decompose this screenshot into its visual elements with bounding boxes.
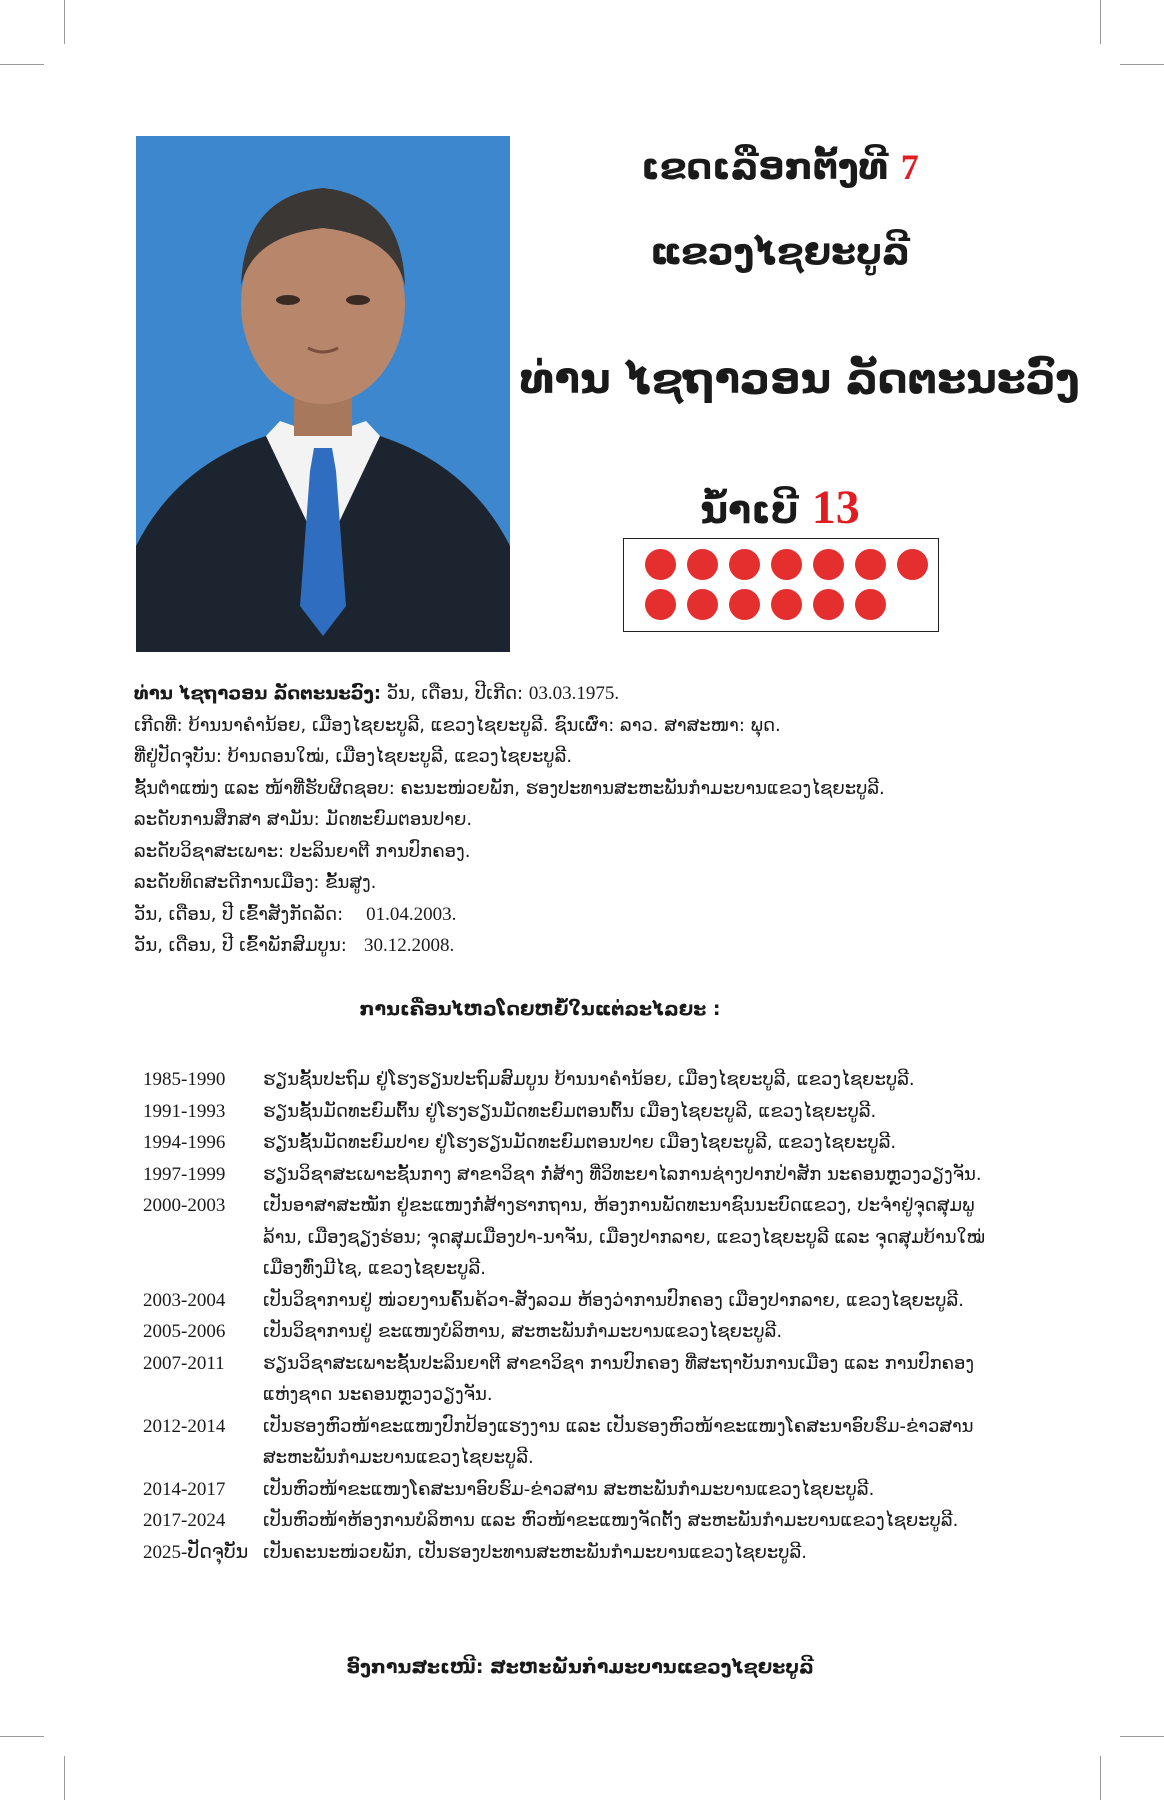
timeline-description-line: ເປັນຫົວໜ້າຫ້ອງການບໍລິຫານ ແລະ ຫົວໜ້າຂະແໜງຈັດຕັ້ງ ສະຫະພັນກຳມະບານແຂວງໄຊຍະບູລີ. <box>263 1510 959 1531</box>
timeline-description-line: ເປັນຄະນະໜ່ວຍພັກ, ເປັນຮອງປະທານສະຫະພັນກຳມະບານແຂວງໄຊຍະບູລີ. <box>263 1541 807 1563</box>
crop-mark <box>1100 0 1101 44</box>
timeline-row <box>143 1285 1033 1317</box>
timeline-description-line: ສະຫະພັນກຳມະບານແຂວງໄຊຍະບູລີ. <box>263 1447 534 1468</box>
info-name: ທ່ານ ໄຊຖາວອນ ລັດຕະນະວົງ: <box>134 683 382 704</box>
timeline-description-line: ຮຽນວິຊາສະເພາະຊັ້ນກາງ ສາຂາວິຊາ ກໍ່ສ້າງ ທີ່ວິທະຍາໄລການຊ່າງປາກປ່າສັກ ນະຄອນຫຼວງວຽງຈັນ. <box>263 1163 982 1185</box>
info-line-state-service <box>134 899 1074 931</box>
crop-mark <box>0 64 44 65</box>
nominating-organization: ອົງການສະເໜີ: ສະຫະພັນກຳມະບານແຂວງໄຊຍະບູລີ <box>346 1656 814 1678</box>
timeline-row <box>143 1537 1033 1569</box>
info-line-political-theory: ລະດັບທິດສະດີການເມືອງ: ຂັ້ນສູງ. <box>134 872 377 893</box>
district-heading <box>560 146 1000 188</box>
timeline-description-line: ລ້ານ, ເມືອງຊຽງຮ່ອນ; ຈຸດສຸມເມືອງປາ-ນາຈັນ, ເມືອງປາກລາຍ, ແຂວງໄຊຍະບູລີ ແລະ ຈຸດສຸມບ້ານໃໝ່ <box>263 1226 985 1248</box>
ballot-dot <box>855 549 886 580</box>
ballot-dot <box>771 549 802 580</box>
party-membership-label: ວັນ, ເດືອນ, ປີ ເຂົ້າພັກສົມບູນ: <box>134 935 347 956</box>
timeline-description-line: ຮຽນຊັ້ນປະຖົມ ຢູ່ໂຮງຮຽນປະຖົມສົມບູນ ບ້ານນາຄຳນ້ອຍ, ເມືອງໄຊຍະບູລີ, ແຂວງໄຊຍະບູລີ. <box>263 1069 915 1090</box>
timeline-row <box>143 1190 1033 1285</box>
timeline-row <box>143 1348 1033 1411</box>
timeline-years: 2007-2011 <box>143 1352 225 1374</box>
info-line-general-education: ລະດັບການສຶກສາ ສາມັນ: ມັດທະຍົມຕອນປາຍ. <box>134 809 473 830</box>
timeline-description <box>263 1127 1033 1159</box>
timeline-years: 2003-2004 <box>143 1289 226 1311</box>
ballot-dot <box>813 589 844 620</box>
timeline-description-line: ເປັນຮອງຫົວໜ້າຂະແໜງປົກປ້ອງແຮງງານ ແລະ ເປັນຮອງຫົວໜ້າຂະແໜງໂຄສະນາອົບຮົມ-ຂ່າວສານ <box>263 1415 974 1437</box>
timeline-years: 2005-2006 <box>143 1321 226 1342</box>
timeline-years: 1985-1990 <box>143 1069 226 1090</box>
timeline-years: 1994-1996 <box>143 1132 226 1153</box>
number-value: 13 <box>811 481 860 534</box>
ballot-dot <box>645 589 676 620</box>
ballot-number-dots-box <box>623 538 939 632</box>
timeline-years: 2017-2024 <box>143 1510 226 1531</box>
district-number: 7 <box>900 147 919 187</box>
candidate-number-heading <box>560 480 1000 535</box>
info-line-dob <box>134 678 1074 710</box>
state-service-date: 01.04.2003. <box>366 903 457 925</box>
ballot-dot <box>645 549 676 580</box>
ballot-dot <box>729 589 760 620</box>
timeline-description-line: ແຫ່ງຊາດ ນະຄອນຫຼວງວຽງຈັນ. <box>263 1384 493 1405</box>
info-line-birthplace: ເກີດທີ່: ບ້ານນາຄຳນ້ອຍ, ເມືອງໄຊຍະບູລີ, ແຂວງໄຊຍະບູລີ. ຊົນເຜົ່າ: ລາວ. ສາສະໜາ: ພຸດ. <box>134 714 781 736</box>
info-line-residence: ທີ່ຢູ່ປັດຈຸບັນ: ບ້ານດອນໃໝ່, ເມືອງໄຊຍະບູລີ, ແຂວງໄຊຍະບູລີ. <box>134 746 573 767</box>
timeline-description <box>263 1064 1033 1096</box>
crop-mark <box>0 1736 44 1737</box>
candidate-name-heading: ທ່ານ ໄຊຖາວອນ ລັດຕະນະວົງ <box>520 354 1080 403</box>
timeline-description <box>263 1285 1033 1317</box>
timeline-years: 2012-2014 <box>143 1415 226 1437</box>
candidate-portrait-photo <box>136 136 510 652</box>
ballot-dot <box>729 549 760 580</box>
timeline-description <box>263 1159 1033 1191</box>
timeline-years: 1997-1999 <box>143 1163 226 1185</box>
timeline-row <box>143 1159 1033 1191</box>
timeline-description <box>263 1474 1033 1506</box>
timeline-description-line: ເມືອງທົ່ງມີໄຊ, ແຂວງໄຊຍະບູລີ. <box>263 1258 486 1279</box>
timeline-years: 1991-1993 <box>143 1100 226 1122</box>
crop-mark <box>64 1756 65 1800</box>
timeline-row <box>143 1505 1033 1537</box>
timeline-row <box>143 1411 1033 1474</box>
timeline-description-line: ຮຽນວິຊາສະເພາະຊັ້ນປະລິນຍາຕີ ສາຂາວິຊາ ການປົກຄອງ ທີ່ສະຖາບັນການເມືອງ ແລະ ການປົກຄອງ <box>263 1352 975 1374</box>
info-line-position: ຊັ້ນຕຳແໜ່ງ ແລະ ໜ້າທີ່ຮັບຜິດຊອບ: ຄະນະໜ່ວຍພັກ, ຮອງປະທານສະຫະພັນກຳມະບານແຂວງໄຊຍະບູລີ. <box>134 777 885 799</box>
party-membership-date: 30.12.2008. <box>363 935 455 956</box>
timeline-row <box>143 1127 1033 1159</box>
crop-mark <box>1120 1736 1164 1737</box>
province-heading: ແຂວງໄຊຍະບູລີ <box>650 232 910 273</box>
career-timeline <box>143 1064 1033 1568</box>
timeline-description <box>263 1190 1033 1285</box>
timeline-description <box>263 1537 1033 1569</box>
ballot-dot <box>687 589 718 620</box>
state-service-label: ວັນ, ເດືອນ, ປີ ເຂົ້າສັງກັດລັດ: <box>134 903 344 925</box>
timeline-description-line: ເປັນຫົວໜ້າຂະແໜງໂຄສະນາອົບຮົມ-ຂ່າວສານ ສະຫະພັນກຳມະບານແຂວງໄຊຍະບູລີ. <box>263 1478 875 1500</box>
timeline-description <box>263 1505 1033 1537</box>
info-dob-value: 03.03.1975. <box>528 683 620 704</box>
timeline-description <box>263 1316 1033 1348</box>
timeline-row <box>143 1474 1033 1506</box>
timeline-description <box>263 1411 1033 1474</box>
timeline-description-line: ຮຽນຊັ້ນມັດທະຍົມຕົ້ນ ຢູ່ໂຮງຮຽນມັດທະຍົມຕອນຕົ້ນ ເມືອງໄຊຍະບູລີ, ແຂວງໄຊຍະບູລີ. <box>263 1100 877 1122</box>
crop-mark <box>1120 64 1164 65</box>
info-dob-label: ວັນ, ເດືອນ, ປີເກີດ: <box>381 683 529 704</box>
timeline-description <box>263 1096 1033 1128</box>
timeline-row <box>143 1064 1033 1096</box>
timeline-years: 2025-ປັດຈຸບັນ <box>143 1541 249 1563</box>
crop-mark <box>64 0 65 44</box>
ballot-dot <box>813 549 844 580</box>
career-section-title: ການເຄື່ອນໄຫວໂດຍຫຍໍ້ໃນແຕ່ລະໄລຍະ : <box>359 998 721 1020</box>
timeline-row <box>143 1096 1033 1128</box>
timeline-description-line: ເປັນວິຊາການຢູ່ ຂະແໜງບໍລິຫານ, ສະຫະພັນກຳມະບານແຂວງໄຊຍະບູລີ. <box>263 1321 783 1342</box>
crop-mark <box>1100 1756 1101 1800</box>
candidate-info <box>134 678 1074 962</box>
ballot-dot <box>771 589 802 620</box>
timeline-description <box>263 1348 1033 1411</box>
timeline-row <box>143 1316 1033 1348</box>
district-label: ເຂດເລືອກຕັ້ງທີ <box>641 147 889 188</box>
info-line-specialized-education: ລະດັບວິຊາສະເພາະ: ປະລິນຍາຕີ ການປົກຄອງ. <box>134 840 471 862</box>
number-label: ນໍ້າເບີ <box>700 488 799 532</box>
info-line-party-membership <box>134 930 1074 962</box>
timeline-description-line: ເປັນວິຊາການຢູ່ ໜ່ວຍງານຄົ້ນຄ້ວາ-ສັງລວມ ຫ້ອງວ່າການປົກຄອງ ເມືອງປາກລາຍ, ແຂວງໄຊຍະບູລີ. <box>263 1289 964 1311</box>
timeline-description-line: ຮຽນຊັ້ນມັດທະຍົມປາຍ ຢູ່ໂຮງຮຽນມັດທະຍົມຕອນປາຍ ເມືອງໄຊຍະບູລີ, ແຂວງໄຊຍະບູລີ. <box>263 1132 897 1153</box>
ballot-dot <box>687 549 718 580</box>
timeline-years: 2000-2003 <box>143 1195 226 1216</box>
timeline-years: 2014-2017 <box>143 1478 226 1500</box>
timeline-description-line: ເປັນອາສາສະໝັກ ຢູ່ຂະແໜງກໍ່ສ້າງຮາກຖານ, ຫ້ອງການພັດທະນາຊົນນະບົດແຂວງ, ປະຈຳຢູ່ຈຸດສຸມພູ <box>263 1195 975 1216</box>
ballot-dot <box>855 589 886 620</box>
ballot-dot <box>897 549 928 580</box>
